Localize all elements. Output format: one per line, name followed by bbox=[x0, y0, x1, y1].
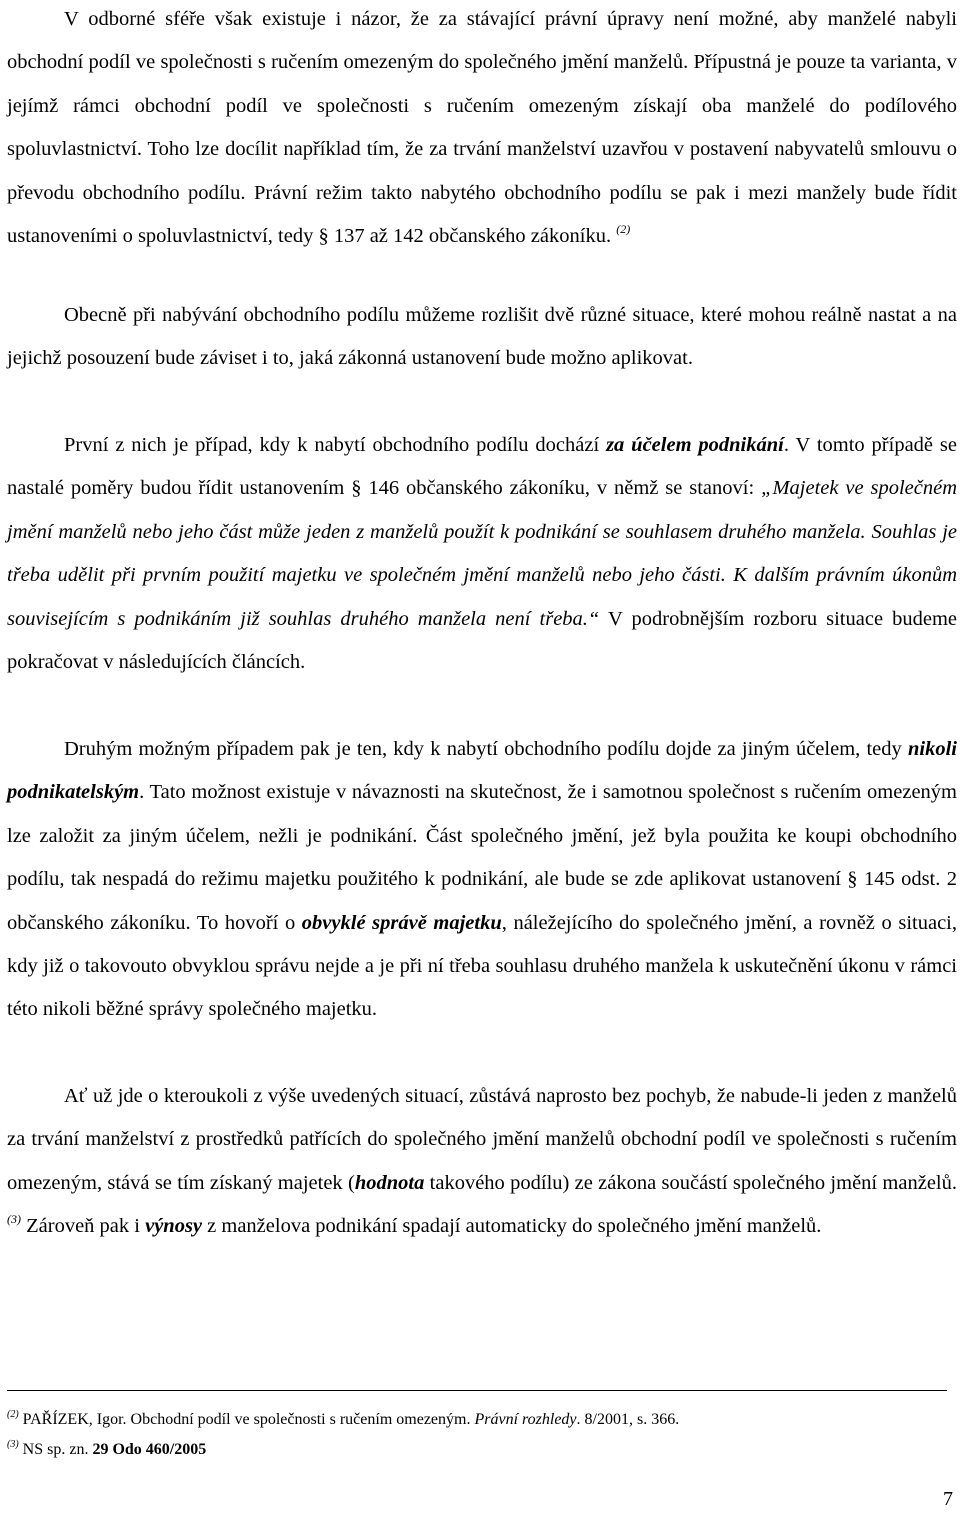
paragraph-4-text-a: Druhým možným případem pak je ten, kdy k nabytí obchodního podílu dojde za jiným účelem, tedy bbox=[64, 738, 908, 760]
footnote-2-text-b: . 8/2001, s. 366. bbox=[576, 1411, 680, 1428]
emphasis-yields: výnosy bbox=[145, 1215, 203, 1238]
paragraph-1-text: V odborné sféře však existuje i názor, že za stávající právní úpravy není možné, aby manželé nabyli obchodní podíl ve společnosti s ručením omezeným do společného jmění manželů. Přípustná je pouze ta varianta, v jejímž rámci obchodní podíl ve společnosti s ručením omezeným získají oba manželé do podílového spoluvlastnictví. Toho lze docílit například tím, že za trvání manželství uzavřou v postavení nabyvatelů smlouvu o převodu obchodního podílu. Právní režim takto nabytého obchodního podílu se pak i mezi manžely bude řídit ustanoveními o spoluvlastnictví, tedy § 137 až 142 občanského zákoníku. bbox=[7, 8, 957, 248]
footnotes bbox=[7, 1405, 957, 1465]
paragraph-3-text-b: . V tomto případě se nastalé poměry budou řídit ustanovením § 146 občanského zákoníku, v němž se stanoví: bbox=[7, 434, 957, 500]
paragraph-3-text-c: V podrobnějším rozboru situace budeme pokračovat v následujících článcích. bbox=[7, 607, 957, 674]
paragraph-5-text-c: Zároveň pak i bbox=[21, 1215, 146, 1238]
paragraph-5 bbox=[7, 1075, 957, 1249]
footnote-2-journal: Právní rozhledy bbox=[474, 1411, 577, 1428]
paragraph-4-text-c: , náležejícího do společného jmění, a rovněž o situaci, kdy již o takovouto obvyklou správu nejde a je při ní třeba souhlasu druhého manžela k uskutečnění úkonu v rámci této nikoli běžné správy společného majetku. bbox=[7, 911, 957, 1021]
footnote-mark-3: (3) bbox=[7, 1439, 19, 1450]
legal-quote: „Majetek ve společném jmění manželů nebo jeho část může jeden z manželů použít k podnikání se souhlasem druhého manžela. Souhlas je třeba udělit při prvním použití majetku ve společném jmění manželů nebo jeho části. K dalším právním úkonům souvisejícím s podnikáním již souhlas druhého manžela není třeba.“ bbox=[7, 477, 957, 630]
footnote-mark-2: (2) bbox=[7, 1409, 19, 1420]
paragraph-5-text-d: z manželova podnikání spadají automaticky do společného jmění manželů. bbox=[202, 1215, 822, 1238]
footnote-3-text-a: NS sp. zn. bbox=[18, 1441, 93, 1458]
footnote-ref-2[interactable]: (2) bbox=[616, 222, 631, 237]
paragraph-3-text-a: První z nich je případ, kdy k nabytí obchodního podílu dochází bbox=[64, 434, 607, 456]
paragraph-5-text-a: Ať už jde o kteroukoli z výše uvedených situací, zůstává naprosto bez pochyb, že nabude-li jeden z manželů za trvání manželství z prostředků patřících do společného jmění manželů obchodní podíl ve společnosti s ručením omezeným, stává se tím získaný majetek ( bbox=[7, 1085, 957, 1194]
paragraph-5-text-b: takového podílu) ze zákona součástí společného jmění manželů. bbox=[424, 1171, 957, 1194]
footnote-3 bbox=[7, 1435, 957, 1465]
footnote-2 bbox=[7, 1405, 957, 1435]
emphasis-business-purpose: za účelem podnikání bbox=[606, 434, 784, 456]
footnote-3-case-number: 29 Odo 460/2005 bbox=[92, 1441, 207, 1458]
emphasis-non-business: nikoli podnikatelským bbox=[7, 738, 957, 804]
paragraph-4 bbox=[7, 728, 957, 1032]
emphasis-value: hodnota bbox=[354, 1171, 425, 1194]
footnote-divider bbox=[7, 1390, 947, 1391]
paragraph-3 bbox=[7, 424, 957, 684]
footnote-ref-3[interactable]: (3) bbox=[7, 1212, 21, 1227]
paragraph-4-text-b: . Tato možnost existuje v návaznosti na skutečnost, že i samotnou společnost s ručením omezeným lze založit za jiným účelem, nežli je podnikání. Část společného jmění, jež byla použita ke koupi obchodního podílu, tak nespadá do režimu majetku použitého k podnikání, ale bude se zde aplikovat ustanovení § 145 odst. 2 občanského zákoníku. To hovoří o bbox=[7, 781, 957, 934]
paragraph-2 bbox=[7, 294, 957, 381]
page-number: 7 bbox=[943, 1488, 953, 1510]
emphasis-usual-management: obvyklé správě majetku bbox=[301, 911, 502, 934]
footnote-2-text-a: PAŘÍZEK, Igor. Obchodní podíl ve společnosti s ručením omezeným. bbox=[18, 1411, 475, 1428]
paragraph-2-text: Obecně při nabývání obchodního podílu můžeme rozlišit dvě různé situace, které mohou reálně nastat a na jejichž posouzení bude záviset i to, jaká zákonná ustanovení bude možno aplikovat. bbox=[7, 304, 957, 370]
paragraph-1 bbox=[7, 0, 957, 258]
